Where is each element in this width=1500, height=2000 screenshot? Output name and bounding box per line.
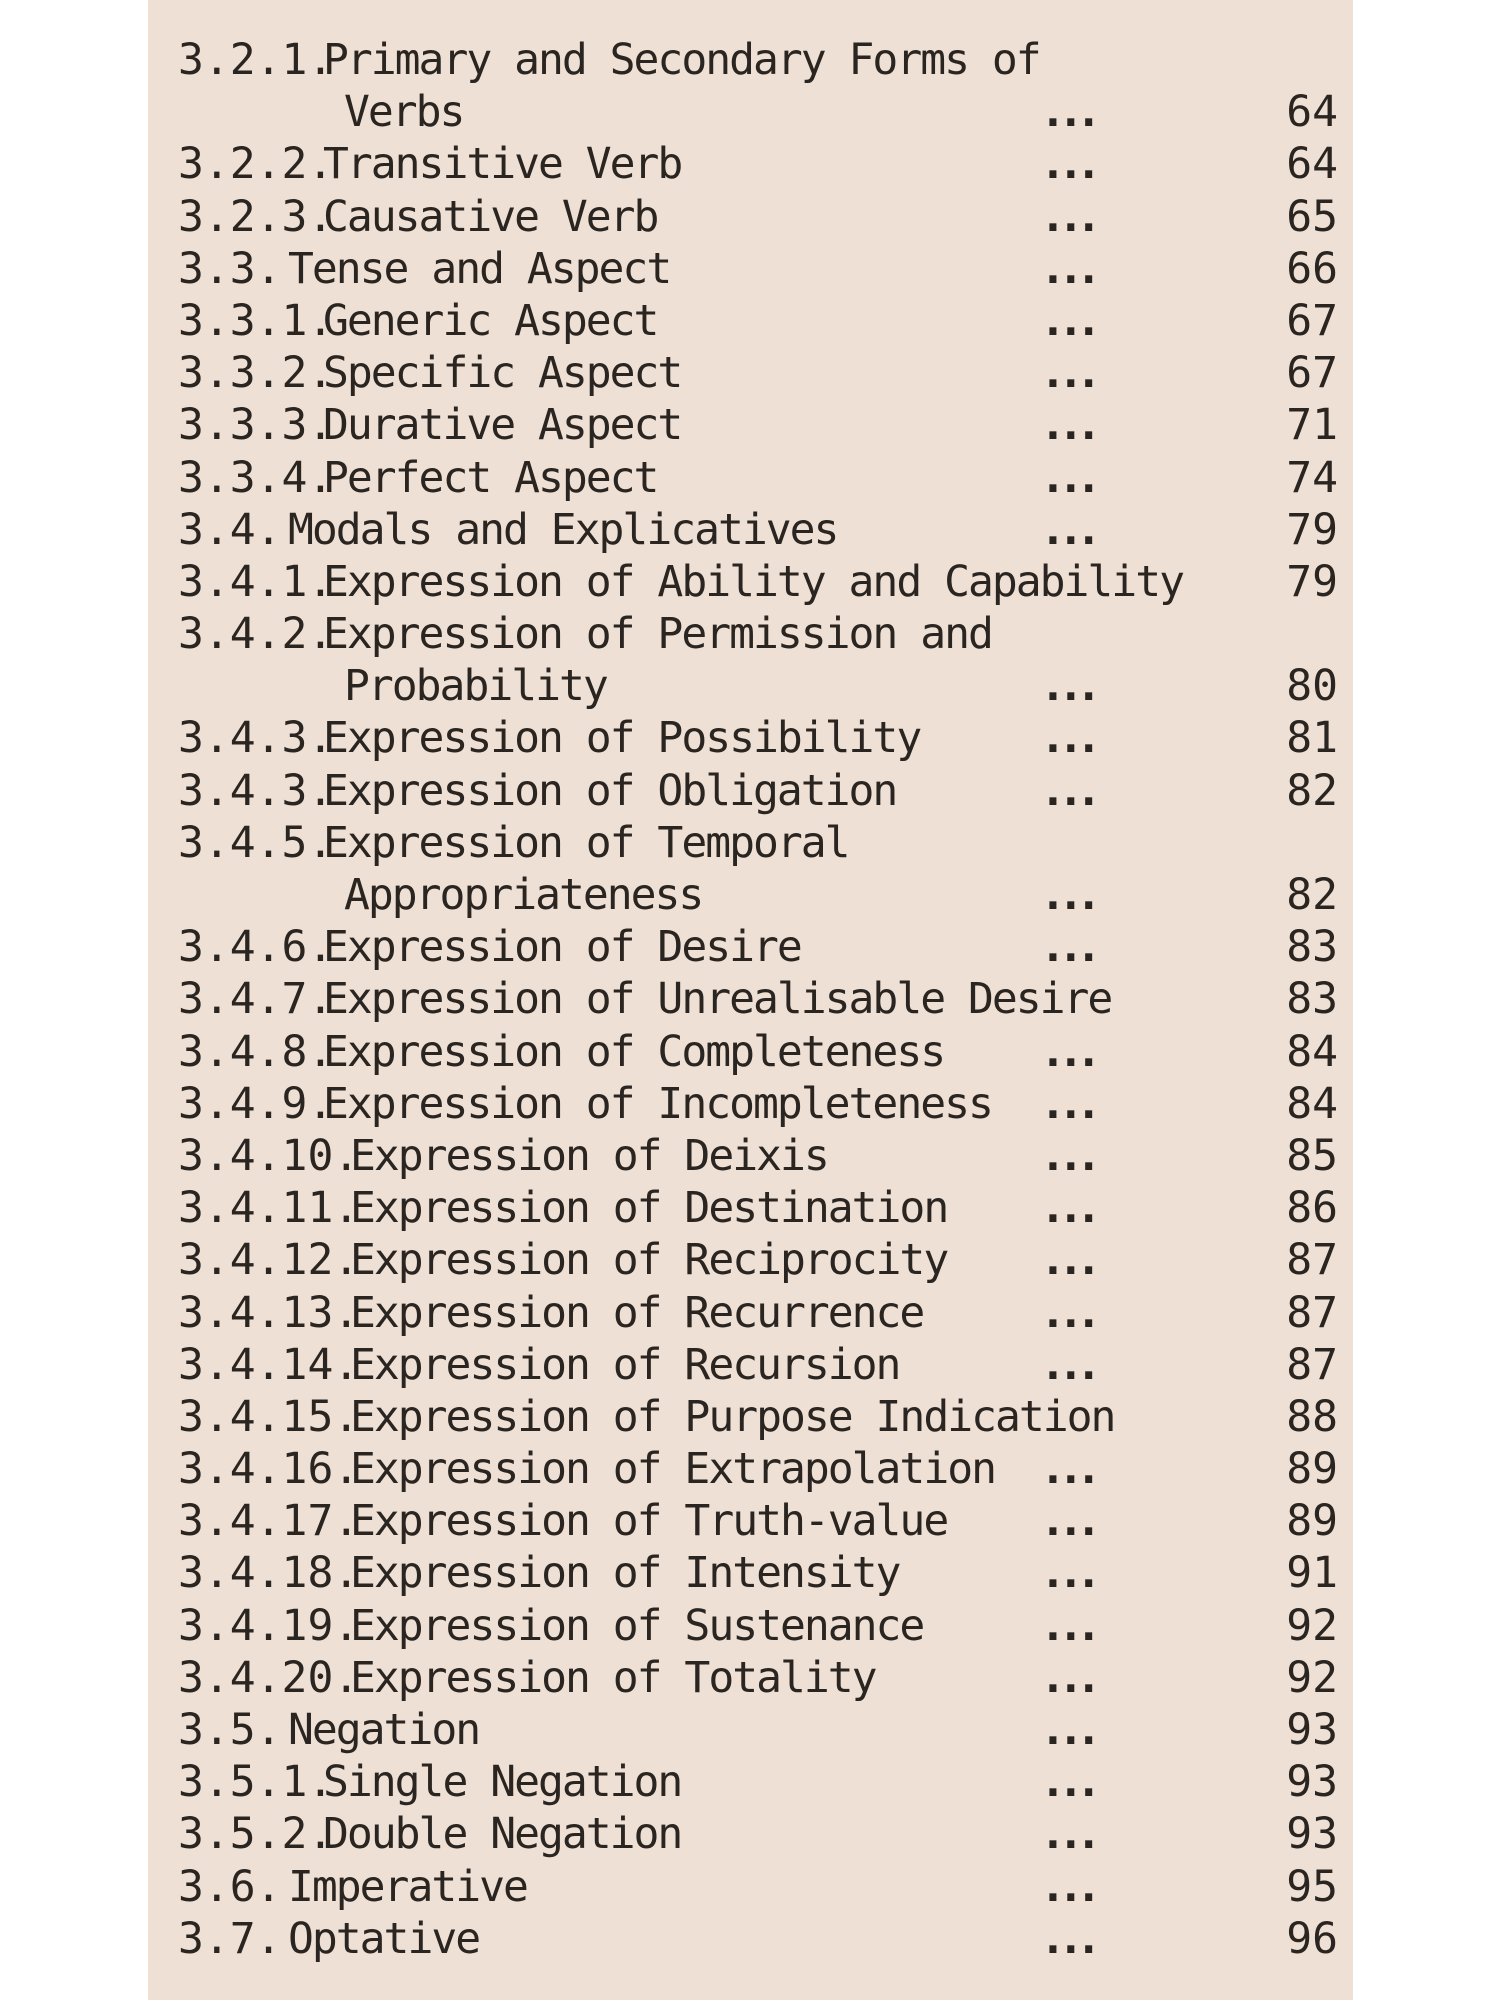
toc-entry [178, 608, 1338, 660]
toc-entry [178, 191, 1338, 243]
leader-dots: ... [1040, 1809, 1094, 1860]
leader-dots: ... [1040, 661, 1094, 712]
section-title: Probability [344, 661, 607, 712]
toc-entry [178, 399, 1338, 451]
section-title: Generic Aspect [323, 295, 658, 346]
section-number: 3.4.8. [178, 1026, 334, 1077]
page-number: 64 [1286, 87, 1338, 138]
page-number: 64 [1286, 139, 1338, 190]
toc-entry [178, 243, 1338, 295]
section-title: Tense and Aspect [288, 243, 671, 294]
toc-entry [178, 556, 1338, 608]
toc-entry [178, 34, 1338, 86]
section-number: 3.4.20. [178, 1652, 360, 1703]
section-title: Expression of Permission and [323, 609, 992, 660]
page-number: 84 [1286, 1026, 1338, 1077]
leader-dots: ... [1040, 1287, 1094, 1338]
toc-entry [178, 1756, 1338, 1808]
section-number: 3.4.9. [178, 1078, 334, 1129]
section-title: Expression of Extrapolation [350, 1444, 995, 1495]
section-number: 3.2.2. [178, 139, 334, 190]
toc-entry [178, 1913, 1338, 1965]
section-number: 3.6. [178, 1861, 282, 1912]
section-number: 3.4.10. [178, 1130, 360, 1181]
page-number: 88 [1286, 1391, 1338, 1442]
page-number: 67 [1286, 295, 1338, 346]
leader-dots: ... [1040, 452, 1094, 503]
section-title: Expression of Obligation [323, 765, 897, 816]
toc-entry [178, 86, 1338, 138]
section-number: 3.4.14. [178, 1339, 360, 1390]
leader-dots: ... [1040, 87, 1094, 138]
page-number: 89 [1286, 1496, 1338, 1547]
toc-entry [178, 765, 1338, 817]
page-number: 83 [1286, 974, 1338, 1025]
book-page [148, 0, 1353, 2000]
leader-dots: ... [1040, 1652, 1094, 1703]
page-number: 96 [1286, 1913, 1338, 1964]
toc-entry [178, 295, 1338, 347]
section-title: Verbs [344, 87, 464, 138]
leader-dots: ... [1040, 1339, 1094, 1390]
leader-dots: ... [1040, 870, 1094, 920]
section-title: Expression of Ability and Capability [323, 556, 1183, 607]
leader-dots: ... [1040, 1705, 1094, 1755]
page-number: 67 [1286, 348, 1338, 399]
section-title: Negation [288, 1705, 480, 1755]
page-number: 89 [1286, 1444, 1338, 1495]
leader-dots: ... [1040, 1861, 1094, 1912]
toc-entry [178, 1026, 1338, 1078]
section-number: 3.4.17. [178, 1496, 360, 1547]
toc-entry [178, 1182, 1338, 1234]
leader-dots: ... [1040, 243, 1094, 294]
page-number: 87 [1286, 1339, 1338, 1390]
toc-entry [178, 973, 1338, 1025]
section-number: 3.4.3. [178, 713, 334, 764]
toc-entry [178, 1391, 1338, 1443]
section-number: 3.5. [178, 1705, 282, 1755]
section-title: Expression of Destination [350, 1183, 948, 1234]
toc-entry [178, 817, 1338, 869]
leader-dots: ... [1040, 1548, 1094, 1599]
section-number: 3.4.1. [178, 556, 334, 607]
section-title: Durative Aspect [323, 400, 682, 451]
page-number: 83 [1286, 922, 1338, 973]
section-title: Perfect Aspect [323, 452, 658, 503]
toc-entry [178, 660, 1338, 712]
section-title: Expression of Recurrence [350, 1287, 924, 1338]
leader-dots: ... [1040, 191, 1094, 242]
leader-dots: ... [1040, 713, 1094, 764]
toc-entry [178, 504, 1338, 556]
page-number: 87 [1286, 1287, 1338, 1338]
section-number: 3.4.2. [178, 609, 334, 660]
leader-dots: ... [1040, 1130, 1094, 1181]
section-number: 3.4.15. [178, 1391, 360, 1442]
toc-entry [178, 1495, 1338, 1547]
section-title: Expression of Desire [323, 922, 801, 973]
page-number: 74 [1286, 452, 1338, 503]
section-title: Expression of Possibility [323, 713, 921, 764]
toc-entry [178, 1078, 1338, 1130]
leader-dots: ... [1040, 922, 1094, 973]
page-number: 66 [1286, 243, 1338, 294]
section-title: Expression of Truth-value [350, 1496, 948, 1547]
leader-dots: ... [1040, 1757, 1094, 1808]
section-number: 3.4.13. [178, 1287, 360, 1338]
section-number: 3.3.3. [178, 400, 334, 451]
page-number: 82 [1286, 870, 1338, 920]
section-number: 3.3.4. [178, 452, 334, 503]
page-number: 65 [1286, 191, 1338, 242]
section-title: Modals and Explicatives [288, 504, 838, 555]
leader-dots: ... [1040, 139, 1094, 190]
section-number: 3.3.2. [178, 348, 334, 399]
leader-dots: ... [1040, 1026, 1094, 1077]
toc-entry [178, 138, 1338, 190]
toc-entry [178, 1652, 1338, 1704]
section-number: 3.5.1. [178, 1757, 334, 1808]
toc-entry [178, 1600, 1338, 1652]
leader-dots: ... [1040, 295, 1094, 346]
page-number: 79 [1286, 556, 1338, 607]
section-title: Expression of Unrealisable Desire [323, 974, 1112, 1025]
toc-entry [178, 452, 1338, 504]
section-title: Double Negation [323, 1809, 682, 1860]
leader-dots: ... [1040, 400, 1094, 451]
section-title: Appropriateness [344, 870, 703, 920]
page-number: 92 [1286, 1652, 1338, 1703]
section-number: 3.4.12. [178, 1235, 360, 1286]
toc-entry [178, 1339, 1338, 1391]
page-number: 93 [1286, 1757, 1338, 1808]
section-title: Causative Verb [323, 191, 658, 242]
section-number: 3.4.3. [178, 765, 334, 816]
page-number: 93 [1286, 1705, 1338, 1755]
leader-dots: ... [1040, 504, 1094, 555]
section-number: 3.5.2. [178, 1809, 334, 1860]
section-number: 3.4.16. [178, 1444, 360, 1495]
page-number: 79 [1286, 504, 1338, 555]
leader-dots: ... [1040, 1078, 1094, 1129]
section-title: Imperative [288, 1861, 527, 1912]
leader-dots: ... [1040, 1913, 1094, 1964]
section-title: Expression of Incompleteness [323, 1078, 992, 1129]
toc-entry [178, 1130, 1338, 1182]
toc-entry [178, 347, 1338, 399]
toc-entry [178, 1443, 1338, 1495]
section-number: 3.4. [178, 504, 282, 555]
section-title: Single Negation [323, 1757, 682, 1808]
section-number: 3.4.5. [178, 817, 334, 868]
section-number: 3.2.3. [178, 191, 334, 242]
page-number: 93 [1286, 1809, 1338, 1860]
page-number: 80 [1286, 661, 1338, 712]
leader-dots: ... [1040, 1183, 1094, 1234]
leader-dots: ... [1040, 765, 1094, 816]
section-number: 3.3.1. [178, 295, 334, 346]
section-number: 3.3. [178, 243, 282, 294]
toc-entry [178, 869, 1338, 921]
section-number: 3.4.19. [178, 1600, 360, 1651]
toc-entry [178, 1861, 1338, 1913]
toc-entry [178, 1234, 1338, 1286]
leader-dots: ... [1040, 1235, 1094, 1286]
section-title: Expression of Recursion [350, 1339, 900, 1390]
toc-entry [178, 1547, 1338, 1599]
section-title: Expression of Purpose Indication [350, 1391, 1115, 1442]
page-number: 81 [1286, 713, 1338, 764]
leader-dots: ... [1040, 348, 1094, 399]
section-title: Expression of Totality [350, 1652, 876, 1703]
page-number: 85 [1286, 1130, 1338, 1181]
section-title: Specific Aspect [323, 348, 682, 399]
section-number: 3.2.1. [178, 35, 334, 85]
toc-entry [178, 1808, 1338, 1860]
section-title: Expression of Deixis [350, 1130, 828, 1181]
section-title: Expression of Sustenance [350, 1600, 924, 1651]
toc-entry [178, 712, 1338, 764]
leader-dots: ... [1040, 1496, 1094, 1547]
toc-entry [178, 921, 1338, 973]
page-number: 84 [1286, 1078, 1338, 1129]
page-number: 92 [1286, 1600, 1338, 1651]
page-number: 71 [1286, 400, 1338, 451]
section-title: Expression of Completeness [323, 1026, 945, 1077]
page-number: 87 [1286, 1235, 1338, 1286]
page-number: 95 [1286, 1861, 1338, 1912]
section-number: 3.4.6. [178, 922, 334, 973]
page-number: 86 [1286, 1183, 1338, 1234]
section-number: 3.4.11. [178, 1183, 360, 1234]
section-title: Expression of Reciprocity [350, 1235, 948, 1286]
section-number: 3.4.7. [178, 974, 334, 1025]
section-number: 3.4.18. [178, 1548, 360, 1599]
toc-entry [178, 1704, 1338, 1756]
section-title: Transitive Verb [323, 139, 682, 190]
section-title: Expression of Intensity [350, 1548, 900, 1599]
section-number: 3.7. [178, 1913, 282, 1964]
toc-entry [178, 1287, 1338, 1339]
leader-dots: ... [1040, 1600, 1094, 1651]
section-title: Expression of Temporal [323, 817, 849, 868]
section-title: Optative [288, 1913, 480, 1964]
page-number: 82 [1286, 765, 1338, 816]
table-of-contents [178, 34, 1338, 1965]
page-number: 91 [1286, 1548, 1338, 1599]
leader-dots: ... [1040, 1444, 1094, 1495]
section-title: Primary and Secondary Forms of [323, 35, 1040, 85]
